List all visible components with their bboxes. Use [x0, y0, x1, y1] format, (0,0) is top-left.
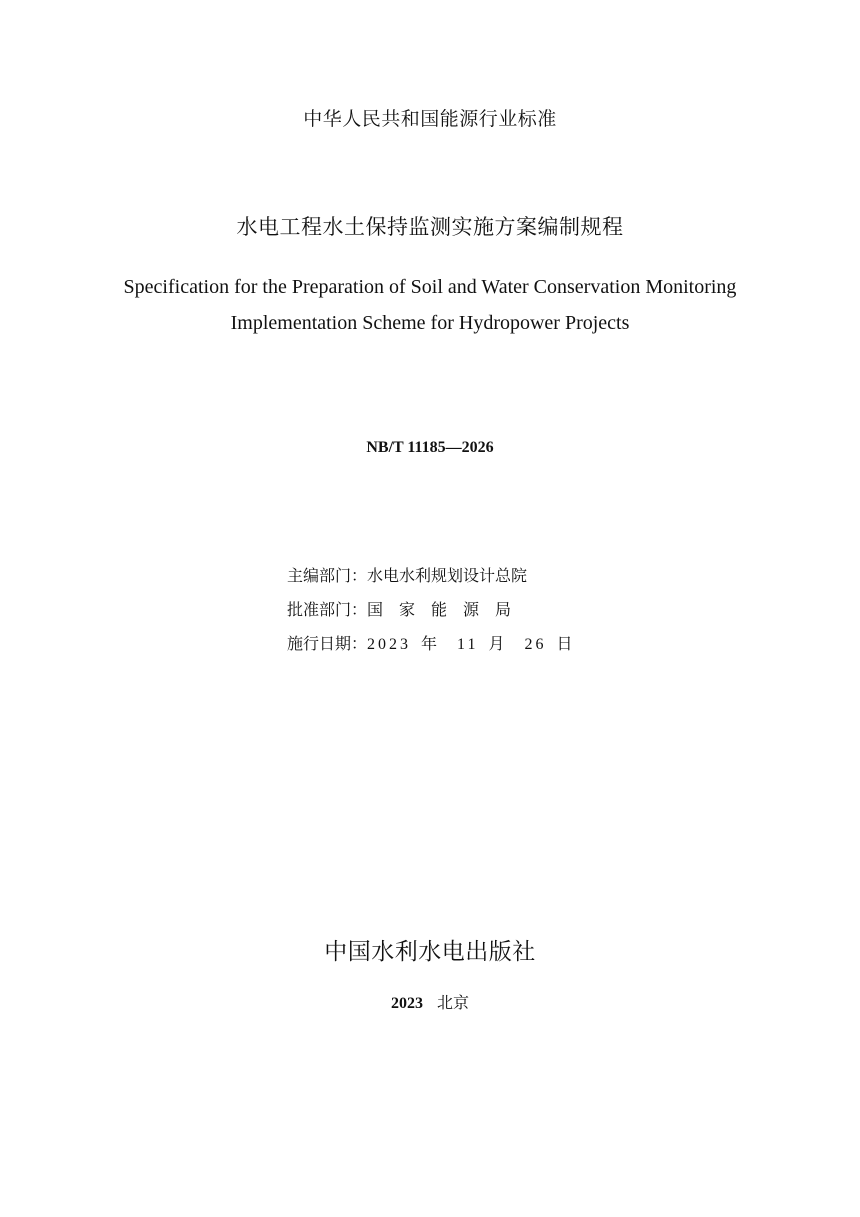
publication-city: 北京 — [436, 995, 469, 1012]
publisher-name: 中国水利水电出版社 — [324, 939, 536, 964]
approver-row — [287, 597, 527, 620]
title-english-line-2: Implementation Scheme for Hydropower Projects — [230, 312, 630, 334]
approver-label: 批准部门： — [287, 602, 368, 619]
approver-value: 国家能源局 — [367, 602, 528, 619]
effective-year: 2023 — [367, 636, 412, 653]
editor-row — [287, 563, 527, 586]
year-unit: 年 — [421, 636, 438, 653]
month-unit: 月 — [488, 636, 505, 653]
issuer-line: 中华人民共和国能源行业标准 — [303, 108, 557, 130]
effective-date-label: 施行日期： — [287, 636, 368, 653]
day-unit: 日 — [556, 636, 573, 653]
title-chinese: 水电工程水土保持监测实施方案编制规程 — [236, 215, 624, 239]
editor-label: 主编部门： — [287, 568, 368, 585]
effective-month: 11 — [457, 636, 479, 653]
effective-date-row — [287, 631, 572, 654]
editor-value: 水电水利规划设计总院 — [367, 568, 528, 585]
publication-place — [0, 990, 860, 1013]
publication-year: 2023 — [390, 995, 423, 1012]
effective-day: 26 — [524, 636, 547, 653]
title-english-line-1: Specification for the Preparation of Soil and Water Conservation Monitoring — [123, 276, 737, 298]
standard-code: NB/T 11185—2026 — [366, 439, 494, 456]
